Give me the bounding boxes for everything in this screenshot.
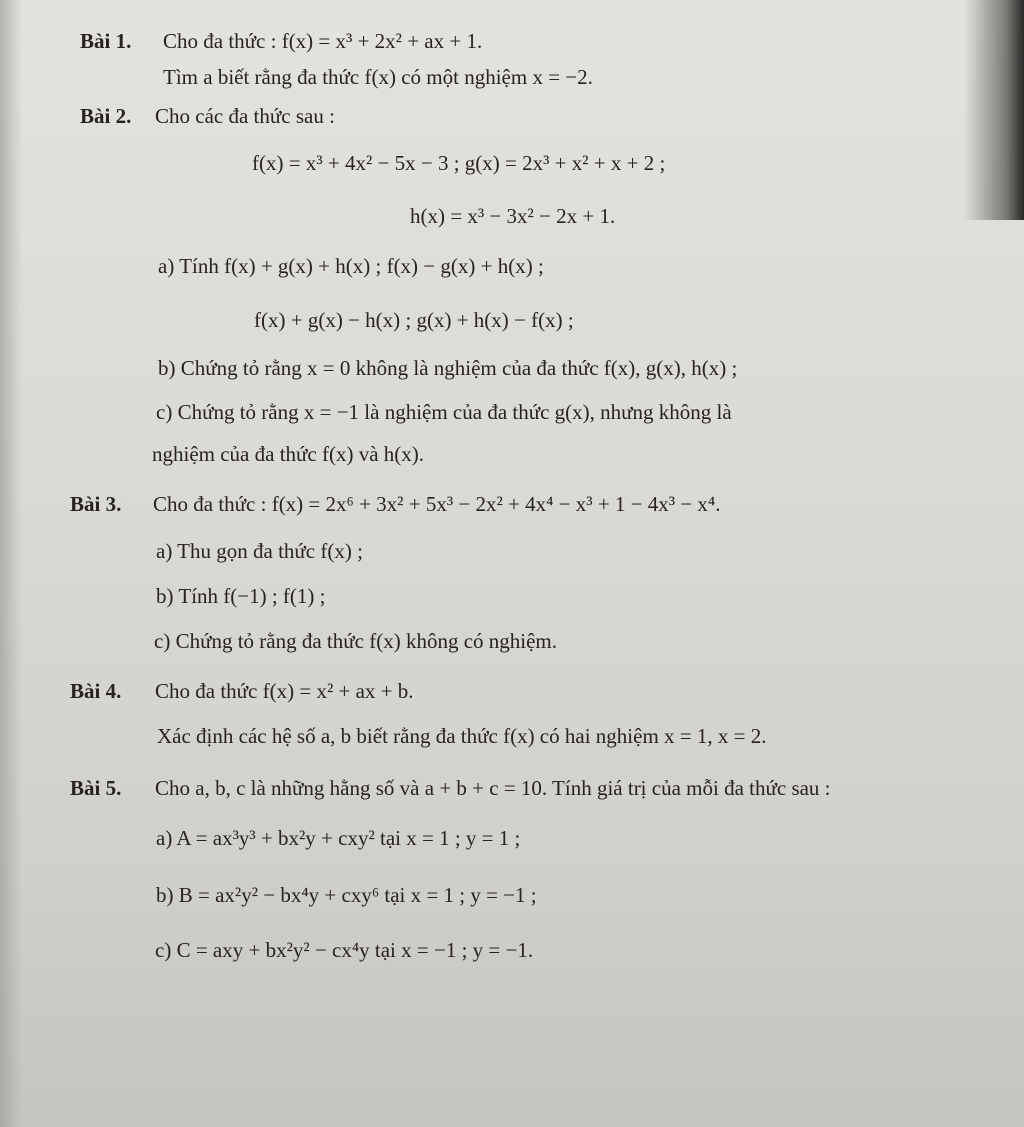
problem-2-line-5: f(x) + g(x) − h(x) ; g(x) + h(x) − f(x) ; <box>254 308 574 332</box>
problem-3-line-1: Cho đa thức : f(x) = 2x⁶ + 3x² + 5x³ − 2x² + 4x⁴ − x³ + 1 − 4x³ − x⁴. <box>153 492 721 516</box>
problem-2-line-3: h(x) = x³ − 3x² − 2x + 1. <box>410 204 616 228</box>
problem-4-label: Bài 4. <box>70 679 122 703</box>
problem-5-line-2: a) A = ax³y³ + bx²y + cxy² tại x = 1 ; y = 1 ; <box>156 826 521 850</box>
problem-4-line-1: Cho đa thức f(x) = x² + ax + b. <box>155 679 414 703</box>
problem-2-label: Bài 2. <box>80 104 132 128</box>
problem-3-line-4: c) Chứng tỏ rằng đa thức f(x) không có nghiệm. <box>154 629 557 653</box>
problem-1-label: Bài 1. <box>80 29 132 53</box>
problem-2-line-4: a) Tính f(x) + g(x) + h(x) ; f(x) − g(x) + h(x) ; <box>158 254 544 278</box>
page-edge <box>0 0 22 1127</box>
problem-2-line-2: f(x) = x³ + 4x² − 5x − 3 ; g(x) = 2x³ + x² + x + 2 ; <box>252 151 666 175</box>
problem-5-line-1: Cho a, b, c là những hằng số và a + b + c = 10. Tính giá trị của mỗi đa thức sau : <box>155 776 831 800</box>
problem-4-line-2: Xác định các hệ số a, b biết rằng đa thức f(x) có hai nghiệm x = 1, x = 2. <box>157 724 767 748</box>
problem-2-line-6: b) Chứng tỏ rằng x = 0 không là nghiệm của đa thức f(x), g(x), h(x) ; <box>158 356 738 380</box>
problem-1-line-2: Tìm a biết rằng đa thức f(x) có một nghiệm x = −2. <box>163 65 593 89</box>
problem-3-line-2: a) Thu gọn đa thức f(x) ; <box>156 539 363 563</box>
problem-5-line-4: c) C = axy + bx²y² − cx⁴y tại x = −1 ; y = −1. <box>155 938 534 962</box>
problem-2-line-1: Cho các đa thức sau : <box>155 104 335 128</box>
page-shadow <box>964 0 1024 220</box>
problem-3-label: Bài 3. <box>70 492 122 516</box>
problem-5-line-3: b) B = ax²y² − bx⁴y + cxy⁶ tại x = 1 ; y = −1 ; <box>156 883 537 907</box>
problem-3-line-3: b) Tính f(−1) ; f(1) ; <box>156 584 326 608</box>
problem-1-line-1: Cho đa thức : f(x) = x³ + 2x² + ax + 1. <box>163 29 483 53</box>
problem-5-label: Bài 5. <box>70 776 122 800</box>
problem-2-line-7: c) Chứng tỏ rằng x = −1 là nghiệm của đa thức g(x), nhưng không là <box>156 400 732 424</box>
problem-2-line-8: nghiệm của đa thức f(x) và h(x). <box>152 442 425 466</box>
